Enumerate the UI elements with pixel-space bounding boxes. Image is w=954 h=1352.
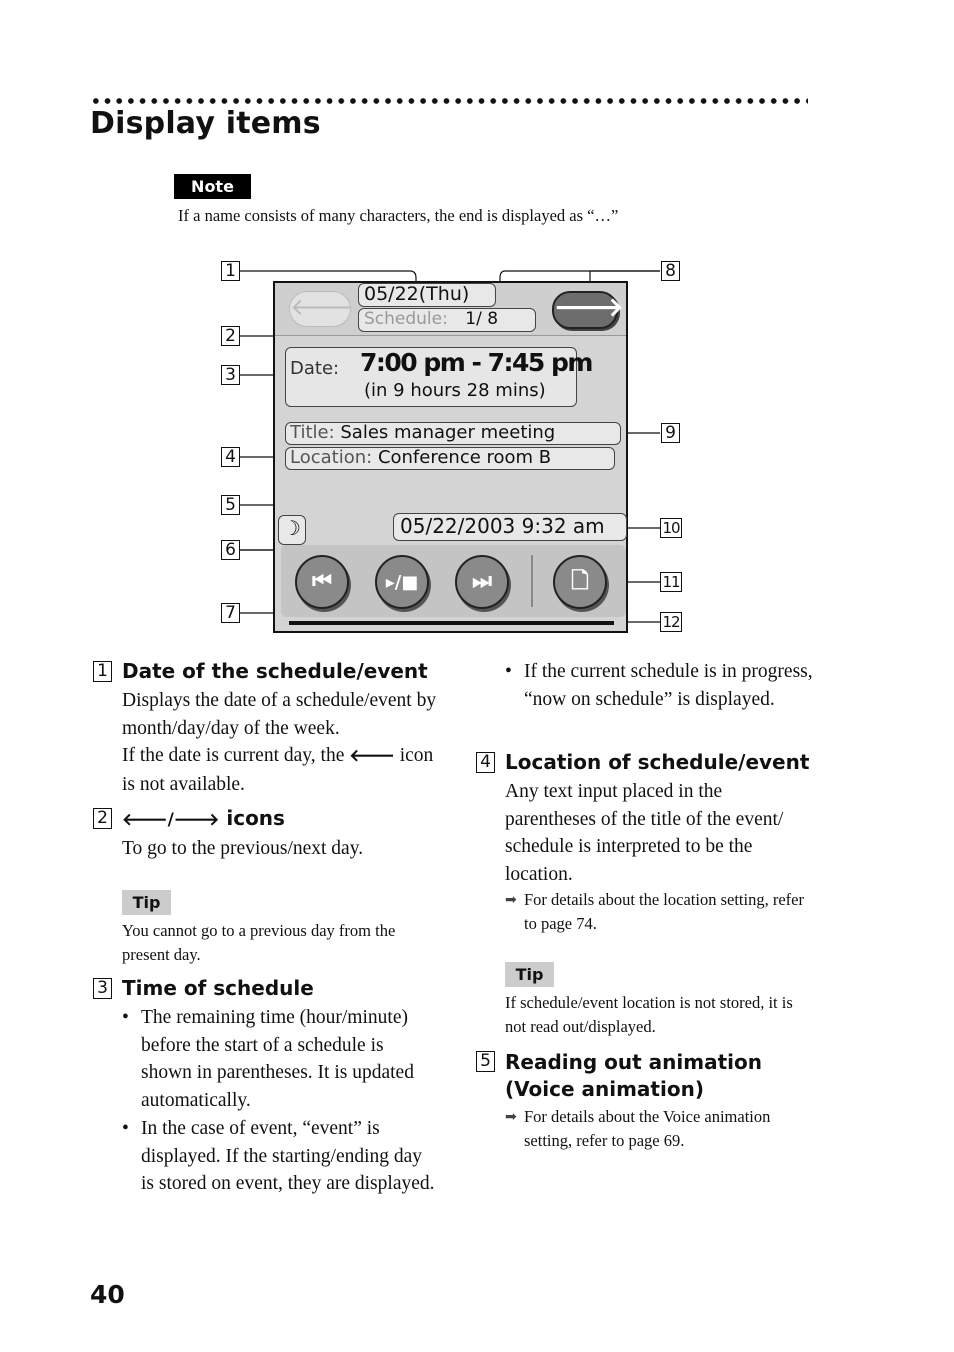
time-block [285, 347, 592, 407]
schedule-count: 1/ 8 [465, 309, 499, 329]
page-title: Display items [90, 106, 321, 141]
callout-7: 7 [221, 603, 240, 623]
skip-forward-icon: ⏭ [472, 569, 492, 594]
reference-arrow-icon: ➡ [505, 1109, 517, 1125]
section-heading-3: Time of schedule [122, 976, 314, 1000]
section-heading-2-text: icons [226, 806, 285, 830]
callout-8: 8 [661, 261, 680, 281]
section-text-1: Displays the date of a schedule/event by month/day/day of the week. [122, 690, 437, 739]
schedule-date: 05/22(Thu) [358, 283, 496, 307]
prev-day-button[interactable] [289, 291, 355, 327]
callout-10: 10 [660, 518, 682, 538]
section-heading-5: Reading out animation (Voice animation) [505, 1050, 762, 1101]
callout-4: 4 [221, 447, 240, 467]
schedule-label: Schedule: [364, 309, 448, 329]
section-heading-2 [122, 806, 285, 830]
previous-button[interactable] [295, 555, 349, 609]
panel-divider [531, 555, 533, 607]
section-number-5: 5 [476, 1051, 495, 1072]
next-button[interactable] [455, 555, 509, 609]
reference-note [505, 1105, 805, 1153]
play-stop-icon: ▸/■ [385, 572, 419, 593]
callout-9: 9 [661, 423, 680, 443]
left-arrow-icon: 🡐 [290, 295, 355, 321]
callout-6: 6 [221, 540, 240, 560]
remaining-time: (in 9 hours 28 mins) [364, 380, 546, 401]
section-heading-1: Date of the schedule/event [122, 659, 428, 683]
reference-arrow-icon: ➡ [505, 892, 517, 908]
bullet-item: • If the current schedule is in progress, “now on schedule” is displayed. [524, 658, 814, 713]
next-day-button[interactable] [552, 291, 624, 329]
left-arrow-icon: 🡐 [349, 746, 395, 766]
current-timestamp: 05/22/2003 9:32 am [393, 513, 627, 541]
title-value: Sales manager meeting [340, 422, 556, 443]
bullet-item: • The remaining time (hour/minute) before the start of a schedule is shown in parentheses. It is updated automatically. [141, 1004, 437, 1114]
tip-badge: Tip [505, 962, 554, 987]
reference-text: For details about the Voice animation setting, refer to page 69. [524, 1107, 771, 1150]
reference-note [505, 888, 805, 936]
note-text: If a name consists of many characters, the end is displayed as “…” [178, 206, 619, 225]
time-range: 7:00 pm - 7:45 pm [360, 348, 592, 377]
device-screen [273, 281, 628, 633]
voice-animation-icon: ☽ [278, 515, 306, 545]
schedule-counter [358, 308, 536, 332]
bullet-item: • In the case of event, “event” is displayed. If the starting/ending day is stored on event, they are displayed. [141, 1115, 437, 1198]
section-text-1b-start: If the date is current day, the [122, 745, 345, 766]
section-heading-4: Location of schedule/event [505, 750, 810, 774]
right-arrow-icon: 🡒 [554, 293, 624, 322]
location-value: Conference room B [377, 447, 552, 468]
skip-back-icon: ⏮ [312, 569, 332, 594]
note-badge: Note [174, 174, 251, 199]
memo-button[interactable] [553, 555, 607, 609]
callout-1: 1 [221, 261, 240, 281]
memo-icon: 🗋 [571, 569, 589, 594]
section-number-2: 2 [93, 808, 112, 829]
reference-text: For details about the location setting, refer to page 74. [524, 890, 804, 933]
tip-text: You cannot go to a previous day from the present day. [122, 921, 396, 964]
title-label: Title: [290, 422, 335, 443]
callout-5: 5 [221, 495, 240, 515]
date-label: Date: [290, 358, 340, 379]
callout-12: 12 [660, 612, 682, 632]
left-right-arrow-icon: 🡐/🡒 [122, 810, 220, 830]
progress-bar [289, 621, 614, 625]
tip-text: If schedule/event location is not stored, it is not read out/displayed. [505, 993, 793, 1036]
location-label: Location: [290, 447, 373, 468]
page-number: 40 [90, 1280, 125, 1309]
section-text-1b-end: icon is not available. [122, 745, 434, 795]
section-text-1b [122, 742, 437, 798]
tip-badge: Tip [122, 890, 171, 915]
section-number-1: 1 [93, 661, 112, 682]
title-row [285, 422, 621, 445]
callout-11: 11 [660, 572, 682, 592]
play-stop-button[interactable] [375, 555, 429, 609]
callout-3: 3 [221, 365, 240, 385]
section-text-2: To go to the previous/next day. [122, 838, 364, 859]
section-number-4: 4 [476, 752, 495, 773]
section-number-3: 3 [93, 978, 112, 999]
callout-2: 2 [221, 326, 240, 346]
location-row [285, 447, 615, 470]
section-text-4: Any text input placed in the parentheses of the title of the event/ schedule is interpreted to be the location. [505, 781, 784, 885]
